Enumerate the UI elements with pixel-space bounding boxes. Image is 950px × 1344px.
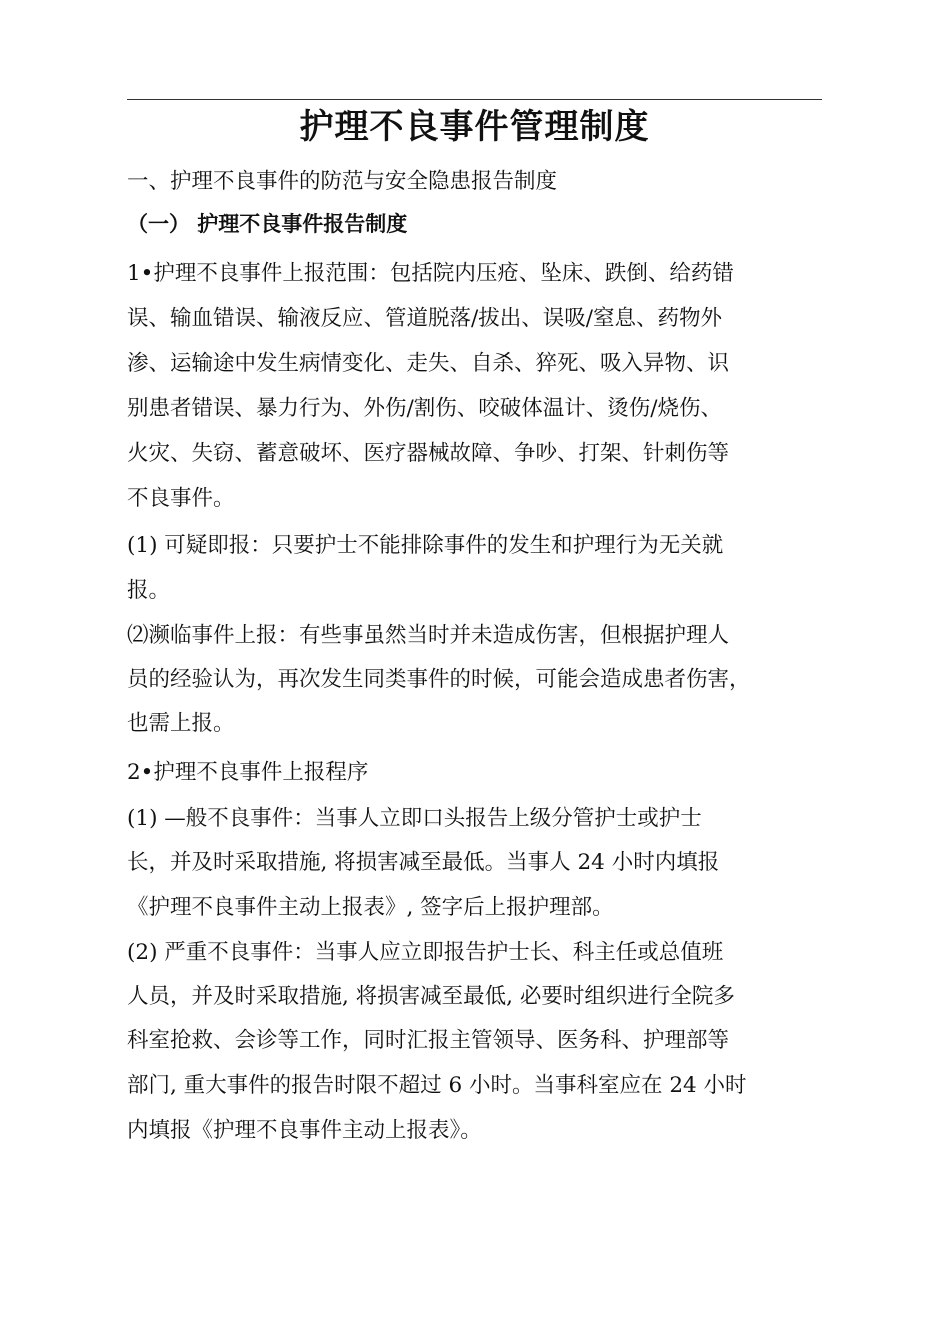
paragraph-line: ⑵濒临事件上报：有些事虽然当时并未造成伤害，但根据护理人 (127, 623, 730, 648)
paragraph-line: 误、输血错误、输液反应、管道脱落/拔出、误吸/窒息、药物外 (127, 306, 722, 331)
paragraph-line: 1•护理不良事件上报范围：包括院内压疮、坠床、跌倒、给药错 (127, 261, 734, 286)
paragraph-line: 员的经验认为，再次发生同类事件的时候，可能会造成患者伤害， (127, 667, 751, 692)
paragraph-line: 《护理不良事件主动上报表》, 签字后上报护理部。 (127, 895, 614, 920)
paragraph-line: 人员，并及时采取措施, 将损害减至最低, 必要时组织进行全院多 (127, 984, 735, 1009)
document-title: 护理不良事件管理制度 (299, 107, 650, 147)
paragraph-line: 部门, 重大事件的报告时限不超过 6 小时。当事科室应在 24 小时 (127, 1073, 747, 1098)
subsection-heading: （一） 护理不良事件报告制度 (127, 212, 408, 236)
paragraph-line: 长，并及时采取措施, 将损害减至最低。当事人 24 小时内填报 (127, 850, 720, 875)
paragraph-line: 2•护理不良事件上报程序 (127, 760, 369, 785)
paragraph-line: (1) —般不良事件：当事人立即口头报告上级分管护士或护士 (127, 806, 702, 831)
paragraph-line: (2) 严重不良事件：当事人应立即报告护士长、科主任或总值班 (127, 940, 724, 965)
paragraph-line: 也需上报。 (127, 711, 235, 736)
section-heading: 一、护理不良事件的防范与安全隐患报告制度 (127, 169, 558, 194)
paragraph-line: 渗、运输途中发生病情变化、走失、自杀、猝死、吸入异物、识 (127, 351, 730, 376)
paragraph-line: 别患者错误、暴力行为、外伤/割伤、咬破体温计、烫伤/烧伤、 (127, 396, 722, 421)
paragraph-line: 科室抢救、会诊等工作，同时汇报主管领导、医务科、护理部等 (127, 1028, 730, 1053)
paragraph-line: 报。 (127, 578, 171, 603)
paragraph-line: 内填报《护理不良事件主动上报表》。 (127, 1118, 482, 1143)
paragraph-line: 火灾、失窃、蓄意破坏、医疗器械故障、争吵、打架、针刺伤等 (127, 441, 730, 466)
paragraph-line: (1) 可疑即报：只要护士不能排除事件的发生和护理行为无关就 (127, 533, 724, 558)
header-rule (127, 99, 822, 100)
paragraph-line: 不良事件。 (127, 486, 235, 511)
